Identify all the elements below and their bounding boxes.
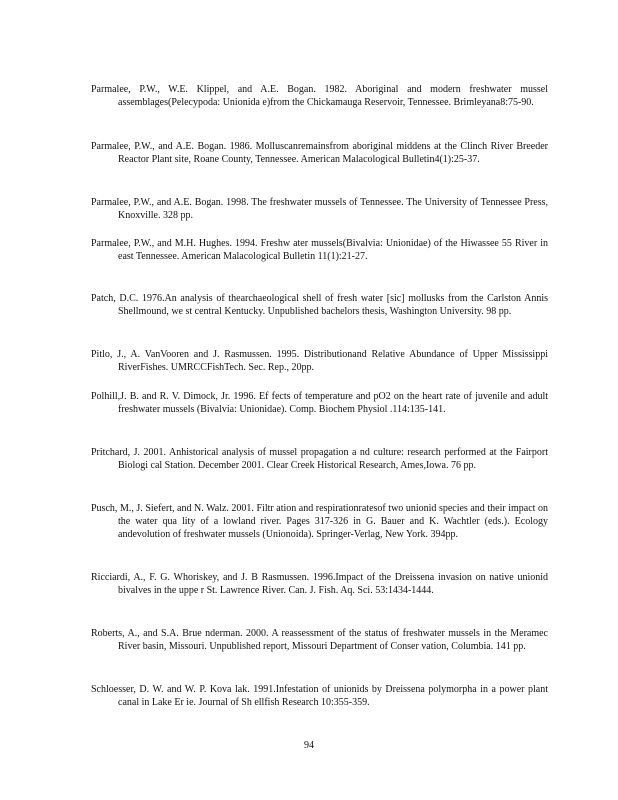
reference-entry: Ricciardi, A., F. G. Whoriskey, and J. B Rasmussen. 1996.Impact of the Dreissena invasion on native unionid bivalves in the uppe r St. Lawrence River. Can. J. Fish. Aq. Sci. 53:1434-1444.: [91, 572, 548, 596]
reference-entry: Pritchard, J. 2001. Anhistorical analysis of mussel propagation a nd culture: research performed at the Fairport Biologi cal Station. December 2001. Clear Creek Historical Research, Ames,Iowa. 76 pp.: [91, 447, 548, 471]
page-number: 94: [304, 740, 314, 751]
reference-entry: Schloesser, D. W. and W. P. Kova lak. 1991.Infestation of unionids by Dreissena polymorpha in a power plant canal in Lake Er ie. Journal of Sh ellfish Research 10:355-359.: [91, 684, 548, 708]
reference-entry: Polhill,J. B. and R. V. Dimock, Jr. 1996. Ef fects of temperature and pO2 on the heart rate of juvenile and adult freshwater mussels (Bivalvia: Unionidae). Comp. Biochem Physiol .114:135-141.: [91, 391, 548, 415]
reference-entry: Patch, D.C. 1976.An analysis of thearchaeological shell of fresh water [sic] mollusks from the Carlston Annis Shellmound, we st central Kentucky. Unpublished bachelors thesis, Washington University. 98 pp.: [91, 293, 548, 317]
reference-entry: Parmalee, P.W., W.E. Klippel, and A.E. Bogan. 1982. Aboriginal and modern freshwater mussel assemblages(Pelecypoda: Unionida e)from the Chickamauga Reservoir, Tennessee. Brimleyana8:75-90.: [91, 84, 548, 108]
reference-entry: Parmalee, P.W., and A.E. Bogan. 1998. The freshwater mussels of Tennessee. The University of Tennessee Press, Knoxville. 328 pp.: [91, 197, 548, 221]
reference-entry: Pusch, M., J. Siefert, and N. Walz. 2001. Filtr ation and respirationratesof two unionid species and their impact on the water qua lity of a lowland river. Pages 317-326 in G. Bauer and K. Wachtler (eds.). Ecology andevolution of freshwater mussels (Unionoida). Springer-Verlag, New York. 394pp.: [91, 503, 548, 540]
reference-entry: Parmalee, P.W., and M.H. Hughes. 1994. Freshw ater mussels(Bivalvia: Unionidae) of the Hiwassee 55 River in east Tennessee. American Malacological Bulletin 11(1):21-27.: [91, 238, 548, 262]
reference-entry: Roberts, A., and S.A. Brue nderman. 2000. A reassessment of the status of freshwater mussels in the Meramec River basin, Missouri. Unpublished report, Missouri Department of Conser vation, Columbia. 141 pp.: [91, 628, 548, 652]
reference-entry: Pitlo, J., A. VanVooren and J. Rasmussen. 1995. Distributionand Relative Abundance of Upper Mississippi RiverFishes. UMRCCFishTech. Sec. Rep., 20pp.: [91, 349, 548, 373]
reference-entry: Parmalee, P.W., and A.E. Bogan. 1986. Molluscanremainsfrom aboriginal middens at the Clinch River Breeder Reactor Plant site, Roane County, Tennessee. American Malacological Bulletin4(1):25-37.: [91, 141, 548, 165]
